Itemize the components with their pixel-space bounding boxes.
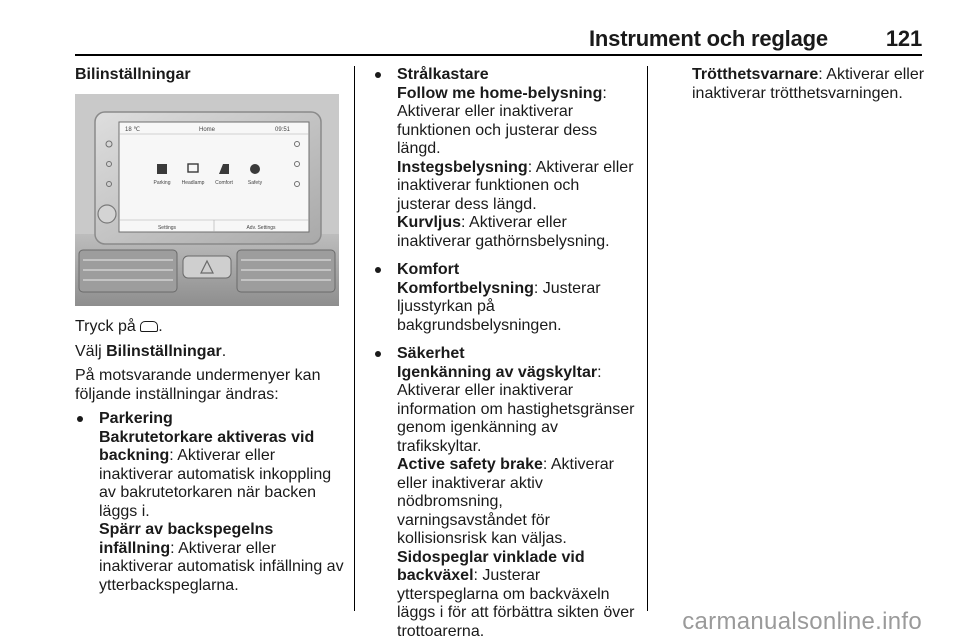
screen-status-temp: 18 ℃	[125, 127, 141, 133]
infotainment-illustration	[75, 94, 339, 306]
bullet-sakerhet	[373, 345, 635, 641]
bullet-title: Säkerhet	[397, 345, 465, 362]
bullet-komfort	[373, 261, 635, 335]
screen-tab-advanced: Adv. Settings	[246, 225, 276, 231]
bullet-stralkastare	[373, 66, 635, 251]
bullet-title: Strålkastare	[397, 66, 489, 83]
intro-text: På motsvarande undermenyer kan följande inställningar ändras:	[75, 367, 321, 403]
page-header	[589, 26, 922, 52]
screen-icon-label-3: Comfort	[215, 180, 233, 186]
hazard-button	[183, 256, 231, 278]
bullet-parkering	[75, 410, 345, 595]
parking-icon	[157, 164, 167, 174]
entry: Kurvljus: Aktiverar eller inaktiverar gathörnsbelysning.	[397, 214, 610, 250]
header-title: Instrument och reglage	[589, 26, 828, 51]
entry: Komfortbelysning: Justerar ljusstyrkan på bakgrundsbelysningen.	[397, 279, 601, 334]
column-divider-1	[354, 66, 355, 611]
left-air-vent	[79, 250, 177, 292]
right-air-vent	[237, 250, 335, 292]
page-number: 121	[885, 26, 922, 51]
instruction-select: Välj Bilinställningar.	[75, 342, 227, 360]
left-column	[75, 66, 343, 85]
instruction-press: Tryck på .	[75, 318, 163, 335]
section-heading: Bilinställningar	[75, 66, 191, 83]
infotainment-figure	[75, 94, 339, 306]
entry: Follow me home-belysning: Aktiverar eller inaktiverar funktionen och justerar dess längd.	[397, 84, 607, 157]
bullet-title: Komfort	[397, 261, 460, 278]
screen-status-time: 09:51	[275, 127, 291, 133]
right-column	[692, 66, 932, 103]
watermark: carmanualsonline.info	[682, 608, 922, 635]
screen-icon-label-2: Headlamp	[181, 180, 205, 186]
entry: Instegsbelysning: Aktiverar eller inaktiverar funktionen och justerar dess längd.	[397, 158, 634, 213]
entry: Bakrutetorkare aktiveras vid backning: Aktiverar eller inaktiverar automatisk inkoppling av bakrutetorkaren när backen läggs i.	[99, 428, 332, 520]
screen-icon-label-1: Parking	[153, 180, 171, 186]
left-column-text	[75, 318, 345, 595]
entry: Sidospeglar vinklade vid backväxel: Justerar ytterspeglarna om backväxeln läggs i för att förbättra sikten över trottoarerna.	[397, 548, 635, 640]
steering-wheel-icon	[250, 164, 260, 174]
car-icon	[140, 321, 158, 332]
entry: Spärr av backspegelns infällning: Aktiverar eller inaktiverar automatisk infällning av ytterbackspeglarna.	[99, 521, 344, 594]
middle-column	[373, 66, 635, 641]
screen-status-home: Home	[199, 127, 216, 133]
volume-knob-icon	[98, 205, 116, 223]
entry: Igenkänning av vägskyltar: Aktiverar eller inaktiverar information om hastighetsgränser genom igenkänning av trafikskyltar.	[397, 363, 635, 455]
screen-tab-settings: Settings	[157, 225, 177, 231]
screen-icon-label-4: Safety	[247, 180, 263, 186]
entry: Active safety brake: Aktiverar eller inaktiverar aktiv nödbromsning, varningsavståndet för kollisionsrisk kan väljas.	[397, 456, 614, 547]
header-rule	[75, 54, 922, 56]
column-divider-2	[647, 66, 648, 611]
bullet-title: Parkering	[99, 410, 173, 427]
entry: Trötthetsvarnare: Aktiverar eller inaktiverar trötthetsvarningen.	[692, 66, 925, 102]
